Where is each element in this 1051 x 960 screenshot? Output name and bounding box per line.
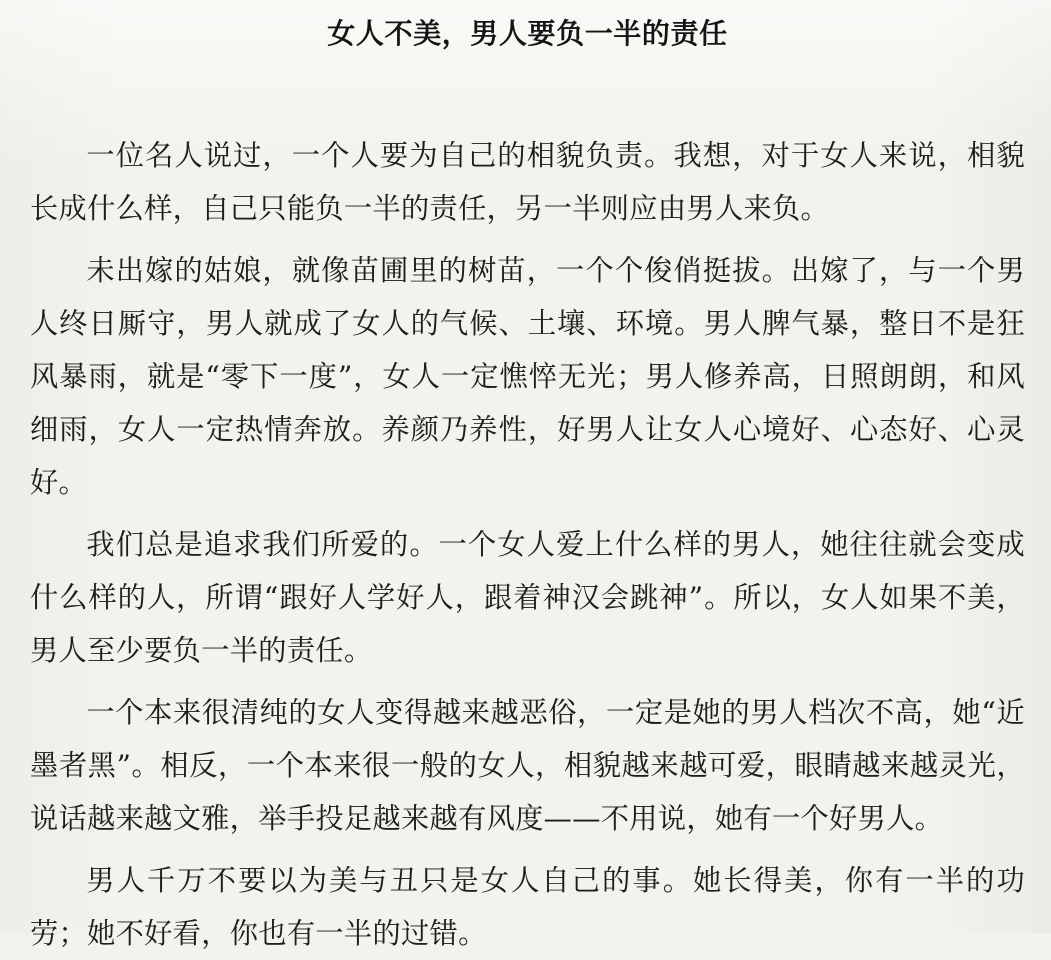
paragraph-2: 未出嫁的姑娘，就像苗圃里的树苗，一个个俊俏挺拔。出嫁了，与一个男人终日厮守，男人就成了女人的气候、土壤、环境。男人脾气暴，整日不是狂风暴雨，就是“零下一度”，女人一定憔悴无光；男人修养高，日照朗朗，和风细雨，女人一定热情奔放。养颜乃养性，好男人让女人心境好、心态好、心灵好。	[30, 254, 1025, 499]
paragraph-3: 我们总是追求我们所爱的。一个女人爱上什么样的男人，她往往就会变成什么样的人，所谓“跟好人学好人，跟着神汉会跳神”。所以，女人如果不美，男人至少要负一半的责任。	[30, 528, 1025, 667]
article-title: 女人不美，男人要负一半的责任	[327, 17, 728, 50]
paragraph-4: 一个本来很清纯的女人变得越来越恶俗，一定是她的男人档次不高，她“近墨者黑”。相反，一个本来很一般的女人，相貌越来越可爱，眼睛越来越灵光，说话越来越文雅，举手投足越来越有风度——不用说，她有一个好男人。	[30, 696, 1025, 835]
paragraph-5: 男人千万不要以为美与丑只是女人自己的事。她长得美，你有一半的功劳；她不好看，你也有一半的过错。	[30, 864, 1025, 950]
article-body	[30, 129, 1025, 960]
paragraph-1: 一位名人说过，一个人要为自己的相貌负责。我想，对于女人来说，相貌长成什么样，自己只能负一半的责任，另一半则应由男人来负。	[30, 139, 1025, 225]
